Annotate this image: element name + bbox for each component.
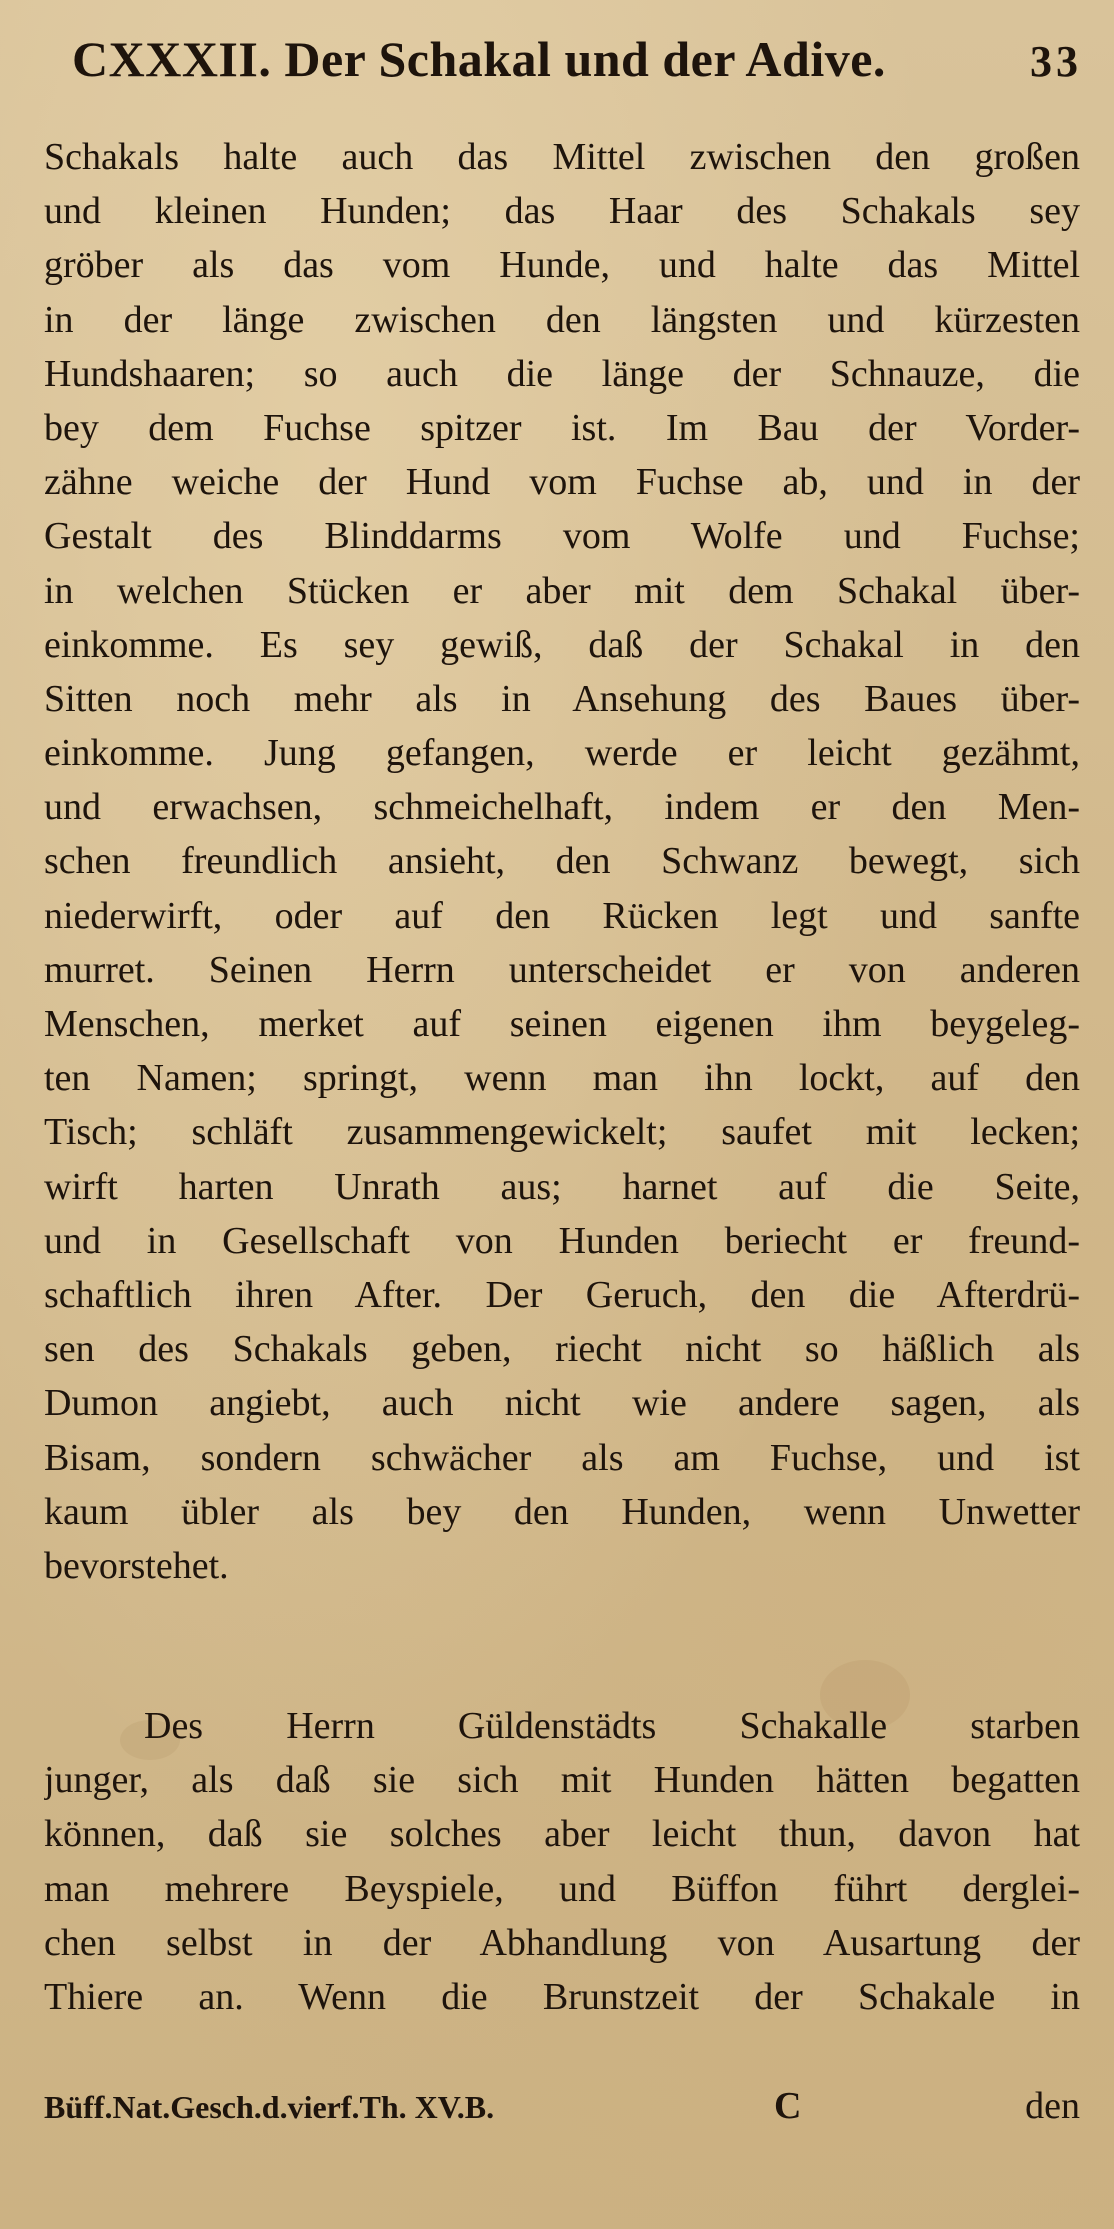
text-line: schaftlich ihren After. Der Geruch, den die Afterdrü- [44,1273,1080,1316]
running-title: CXXXII. Der Schakal und der Adive. [72,31,886,87]
body-text [44,130,1080,2024]
text-line: einkomme. Es sey gewiß, daß der Schakal in den [44,623,1080,666]
page-header [72,30,1082,100]
text-line: Schakals halte auch das Mittel zwischen den großen [44,136,1080,178]
text-line: Des Herrn Güldenstädts Schakalle starben [144,1705,1080,1748]
text-line: sen des Schakals geben, riecht nicht so häßlich als [44,1328,1080,1371]
text-line: in welchen Stücken er aber mit dem Schakal über- [44,569,1080,612]
text-line: Bisam, sondern schwächer als am Fuchse, und ist [44,1436,1080,1479]
text-line: bevorstehet. [44,1544,229,1587]
text-line: Hundshaaren; so auch die länge der Schnauze, die [44,352,1080,395]
text-line: Sitten noch mehr als in Ansehung des Baues über- [44,677,1080,720]
text-line: und in Gesellschaft von Hunden beriecht er freund- [44,1219,1080,1262]
text-line: man mehrere Beyspiele, und Büffon führt derglei- [44,1867,1080,1910]
text-line: und kleinen Hunden; das Haar des Schakals sey [44,190,1080,233]
text-line: Dumon angiebt, auch nicht wie andere sagen, als [44,1382,1080,1425]
paragraph-1 [44,130,1080,1593]
paragraph-2 [44,1699,1080,2024]
text-line: bey dem Fuchse spitzer ist. Im Bau der Vorder- [44,406,1080,449]
text-line: zähne weiche der Hund vom Fuchse ab, und in der [44,461,1080,504]
page-footer [44,2084,1080,2144]
text-line: einkomme. Jung gefangen, werde er leicht gezähmt, [44,732,1080,775]
text-line: und erwachsen, schmeichelhaft, indem er den Men- [44,786,1080,829]
signature-line: Büff.Nat.Gesch.d.vierf.Th. XV.B. [44,2089,495,2125]
text-line: niederwirft, oder auf den Rücken legt und sanfte [44,894,1080,937]
text-line: ten Namen; springt, wenn man ihn lockt, auf den [44,1057,1080,1100]
text-line: Gestalt des Blinddarms vom Wolfe und Fuchse; [44,515,1080,558]
text-line: gröber als das vom Hunde, und halte das Mittel [44,244,1080,287]
text-line: in der länge zwischen den längsten und kürzesten [44,298,1080,341]
text-line: junger, als daß sie sich mit Hunden hätten begatten [44,1759,1080,1802]
signature-mark: C [774,2085,802,2127]
text-line: kaum übler als bey den Hunden, wenn Unwetter [44,1490,1080,1533]
text-line: Menschen, merket auf seinen eigenen ihm beygeleg- [44,1003,1080,1045]
text-line: wirft harten Unrath aus; harnet auf die Seite, [44,1165,1080,1208]
catchword: den [1025,2085,1080,2127]
text-line: Tisch; schläft zusammengewickelt; saufet mit lecken; [44,1111,1080,1154]
text-line: murret. Seinen Herrn unterscheidet er von anderen [44,948,1080,991]
text-line: Thiere an. Wenn die Brunstzeit der Schakale in [44,1976,1080,2018]
text-line: können, daß sie solches aber leicht thun, davon hat [44,1813,1080,1856]
page-number: 33 [1030,37,1082,86]
text-line: chen selbst in der Abhandlung von Ausartung der [44,1921,1080,1964]
text-line: schen freundlich ansieht, den Schwanz bewegt, sich [44,840,1080,883]
paragraph-gap [44,1593,1080,1699]
